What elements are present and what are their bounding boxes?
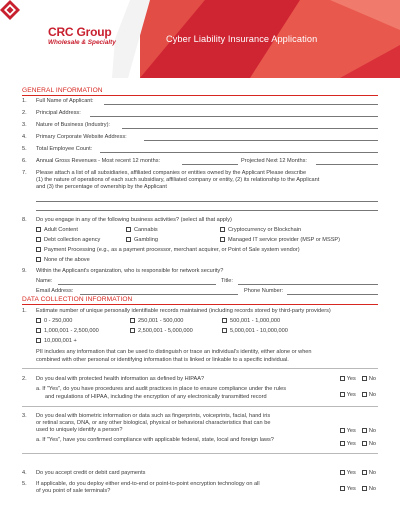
question-number: 8.: [22, 217, 27, 223]
no-checkbox[interactable]: [362, 376, 367, 381]
question-number: 3.: [22, 122, 27, 128]
section-title-general: GENERAL INFORMATION: [22, 87, 103, 94]
question-number: 2.: [22, 376, 27, 382]
yes-label: Yes: [346, 392, 356, 399]
logo-text: [48, 26, 116, 47]
section-title-data-collection: DATA COLLECTION INFORMATION: [22, 296, 133, 303]
option-label: 1,000,001 - 2,500,000: [44, 328, 99, 335]
no-label: No: [368, 428, 376, 435]
option-label: Managed IT service provider (MSP or MSSP): [228, 237, 341, 244]
range-option-3[interactable]: [222, 318, 280, 325]
option-label: 2,500,001 - 5,000,000: [138, 328, 193, 335]
yes-label: Yes: [346, 376, 356, 383]
range-option-5[interactable]: [130, 328, 193, 335]
checkbox[interactable]: [36, 227, 41, 232]
checkbox[interactable]: [130, 318, 135, 323]
no-checkbox[interactable]: [362, 428, 367, 433]
option-label: Gambling: [134, 237, 158, 244]
divider: [22, 368, 378, 369]
question-text: [36, 413, 378, 433]
no-label: No: [368, 486, 376, 493]
yes-label: Yes: [346, 441, 356, 448]
question-number: 4.: [22, 134, 27, 140]
option-label: Cannabis: [134, 227, 158, 234]
range-option-6[interactable]: [222, 328, 288, 335]
yes-label: Yes: [346, 428, 356, 435]
option-label: Payment Processing (e.g., as a payment processor, merchant acquirer, or Point of Sale system vendor): [44, 247, 300, 254]
question-number: 3.: [22, 413, 27, 419]
subsidiaries-line-3: and (3) the percentage of ownership by the Applicant: [36, 183, 167, 190]
option-label: Cryptocurrency or Blockchain: [228, 227, 302, 234]
website-field[interactable]: [144, 140, 378, 141]
question-label: Do you engage in any of the following business activities? (select all that apply): [36, 217, 232, 223]
option-cannabis[interactable]: [126, 227, 158, 234]
question-label: Principal Address:: [36, 110, 81, 116]
range-option-7[interactable]: [36, 338, 77, 345]
option-label: None of the above: [44, 257, 90, 264]
no-label: No: [368, 441, 376, 448]
projected-label: Projected Next 12 Months:: [241, 158, 307, 164]
biometric-line-3: used to uniquely identify a person?: [36, 426, 123, 433]
range-option-4[interactable]: [36, 328, 99, 335]
question-label: Full Name of Applicant:: [36, 98, 94, 104]
question-text: [36, 170, 378, 190]
question-label: Annual Gross Revenues - Most recent 12 months:: [36, 158, 161, 164]
subsidiaries-line-2: (1) the nature of operations of each such subsidiary, affiliated company or entity, (2) its relationship to the Applicant: [36, 176, 320, 183]
question-label: Within the Applicant's organization, who is responsible for network security?: [36, 268, 224, 274]
yes-checkbox[interactable]: [340, 470, 345, 475]
option-label: 10,000,001 +: [44, 338, 77, 345]
question-number: 6.: [22, 158, 27, 164]
yes-checkbox[interactable]: [340, 392, 345, 397]
biometric-yes-no: [340, 428, 376, 435]
pos-encryption-line-1: If applicable, do you deploy either end-to-end or point-to-point encryption technology on all: [36, 481, 260, 487]
option-none[interactable]: [36, 257, 90, 264]
question-number: 1.: [22, 308, 27, 314]
option-gambling[interactable]: [126, 237, 158, 244]
revenue-recent-field[interactable]: [182, 164, 238, 165]
option-adult-content[interactable]: [36, 227, 78, 234]
hipaa-subquestion-line-1: a. If "Yes", do you have procedures and audit practices in place to ensure compliance under the rules: [36, 386, 287, 392]
question-number: 4.: [22, 470, 27, 476]
no-label: No: [368, 392, 376, 399]
option-label: 0 - 250,000: [44, 318, 73, 325]
question-number: 1.: [22, 98, 27, 104]
option-debt-collection[interactable]: [36, 237, 100, 244]
employee-count-field[interactable]: [100, 152, 378, 153]
question-number: 9.: [22, 268, 27, 274]
option-payment-processing[interactable]: [36, 247, 300, 254]
no-label: No: [368, 470, 376, 477]
nature-of-business-field[interactable]: [122, 128, 378, 129]
question-number: 5.: [22, 481, 27, 487]
no-checkbox[interactable]: [362, 441, 367, 446]
question-label: Primary Corporate Website Address:: [36, 134, 127, 140]
question-label: Total Employee Count:: [36, 146, 93, 152]
question-number: 5.: [22, 146, 27, 152]
checkbox[interactable]: [220, 237, 225, 242]
question-number: 2.: [22, 110, 27, 116]
security-title-field[interactable]: [238, 284, 378, 285]
question-label: Estimate number of unique personally identifiable records maintained (including records stored by third-party providers): [36, 308, 331, 314]
hipaa-subquestion-line-2: and regulations of HIPAA, including the encryption of any electronically transmitted record: [45, 394, 267, 400]
question-label: Nature of Business (Industry):: [36, 122, 110, 128]
document-title: Cyber Liability Insurance Application: [166, 34, 318, 44]
pii-definition-line-2: combined with other personal or identifying information that is linked or linkable to a specific individual.: [36, 357, 289, 363]
yes-checkbox[interactable]: [340, 486, 345, 491]
question-text: [36, 481, 378, 495]
checkbox[interactable]: [36, 237, 41, 242]
yes-checkbox[interactable]: [340, 376, 345, 381]
title-label: Title:: [221, 278, 233, 284]
divider: [22, 453, 378, 454]
checkbox[interactable]: [126, 227, 131, 232]
checkbox[interactable]: [126, 237, 131, 242]
checkbox[interactable]: [222, 318, 227, 323]
option-msp[interactable]: [220, 237, 340, 244]
section-divider: [22, 304, 378, 305]
question-number: 7.: [22, 170, 27, 176]
pos-encryption-yes-no: [340, 486, 376, 493]
biometric-sub-yes-no: [340, 441, 376, 448]
yes-checkbox[interactable]: [340, 428, 345, 433]
principal-address-field[interactable]: [90, 116, 378, 117]
subsidiaries-field-line-2[interactable]: [36, 210, 378, 211]
yes-label: Yes: [346, 486, 356, 493]
no-checkbox[interactable]: [362, 470, 367, 475]
full-name-field[interactable]: [104, 104, 378, 105]
option-label: 500,001 - 1,000,000: [230, 318, 281, 325]
range-option-2[interactable]: [130, 318, 183, 325]
no-checkbox[interactable]: [362, 486, 367, 491]
email-label: Email Address:: [36, 288, 74, 294]
hipaa-yes-no: [340, 376, 376, 383]
checkbox[interactable]: [36, 257, 41, 262]
option-crypto[interactable]: [220, 227, 301, 234]
subsidiaries-line-1: Please attach a list of all subsidiaries, affiliated companies or entities owned by the Applicant Please describe: [36, 170, 307, 176]
logo-name: CRC Group: [48, 25, 112, 39]
subsidiaries-field-line-1[interactable]: [36, 201, 378, 202]
yes-label: Yes: [346, 470, 356, 477]
option-label: Adult Content: [44, 227, 78, 234]
checkbox[interactable]: [220, 227, 225, 232]
checkbox[interactable]: [36, 328, 41, 333]
divider: [22, 406, 378, 407]
no-label: No: [368, 376, 376, 383]
name-label: Name:: [36, 278, 53, 284]
crc-logo-icon: [0, 0, 20, 20]
section-divider: [22, 95, 378, 96]
option-label: 250,001 - 500,000: [138, 318, 184, 325]
header-banner: [0, 0, 400, 78]
security-name-field[interactable]: [58, 284, 216, 285]
question-label: Do you accept credit or debit card payments: [36, 470, 146, 476]
checkbox[interactable]: [36, 247, 41, 252]
biometric-subquestion: a. If "Yes", have you confirmed compliance with applicable federal, state, local and foreign laws?: [36, 437, 274, 443]
yes-checkbox[interactable]: [340, 441, 345, 446]
logo-subtitle: Wholesale & Specialty: [48, 39, 116, 46]
biometric-line-2: or retinal scans, DNA, or any other biological, physical or behavioral characteristics that can be: [36, 419, 271, 426]
security-phone-field[interactable]: [287, 294, 378, 295]
checkbox[interactable]: [36, 318, 41, 323]
checkbox[interactable]: [130, 328, 135, 333]
checkbox[interactable]: [222, 328, 227, 333]
hipaa-sub-yes-no: [340, 392, 376, 399]
no-checkbox[interactable]: [362, 392, 367, 397]
pii-definition-line-1: PII includes any information that can be used to distinguish or trace an individual's identity, either alone or when: [36, 349, 312, 355]
range-option-1[interactable]: [36, 318, 72, 325]
option-label: 5,000,001 - 10,000,000: [230, 328, 288, 335]
checkbox[interactable]: [36, 338, 41, 343]
pos-encryption-line-2: of you point of sale terminals?: [36, 487, 111, 494]
option-label: Debt collection agency: [44, 237, 101, 244]
revenue-projected-field[interactable]: [316, 164, 378, 165]
question-label: Do you deal with protected health information as defined by HIPAA?: [36, 376, 205, 382]
security-email-field[interactable]: [80, 294, 238, 295]
biometric-line-1: Do you deal with biometric information or data such as fingerprints, voiceprints, facial, hand iris: [36, 413, 271, 419]
phone-label: Phone Number:: [244, 288, 284, 294]
card-payments-yes-no: [340, 470, 376, 477]
